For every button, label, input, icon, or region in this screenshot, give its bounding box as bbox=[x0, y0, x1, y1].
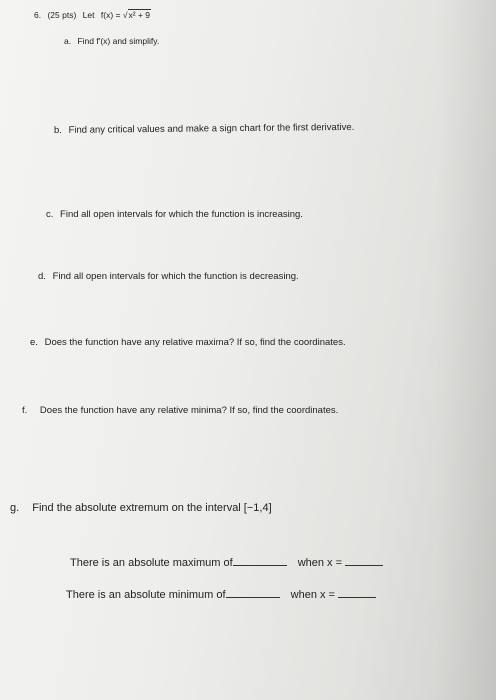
abs-max-line bbox=[70, 555, 383, 569]
part-a-label: a. bbox=[64, 36, 72, 46]
abs-max-value-blank[interactable] bbox=[233, 555, 287, 566]
abs-max-text: There is an absolute maximum of bbox=[70, 557, 233, 569]
part-c-label: c. bbox=[46, 209, 54, 220]
part-g-label: g. bbox=[10, 502, 20, 514]
sqrt-symbol: √ bbox=[122, 10, 128, 20]
part-b-label: b. bbox=[53, 124, 62, 136]
part-g bbox=[10, 502, 272, 514]
part-b-text: Find any critical values and make a sign chart for the first derivative. bbox=[68, 121, 355, 136]
part-e bbox=[30, 337, 346, 348]
abs-max-x-blank[interactable] bbox=[345, 555, 383, 566]
part-f-label: f. bbox=[22, 405, 28, 416]
part-e-text: Does the function have any relative maxima? If so, find the coordinates. bbox=[44, 337, 346, 348]
problem-points: (25 pts) bbox=[47, 10, 77, 20]
part-f-text: Does the function have any relative minima? If so, find the coordinates. bbox=[39, 405, 339, 416]
part-a-text: Find f′(x) and simplify. bbox=[77, 36, 160, 46]
page-shadow bbox=[436, 0, 496, 700]
part-g-text: Find the absolute extremum on the interval [−1,4] bbox=[32, 502, 272, 514]
part-a bbox=[64, 36, 159, 46]
part-d bbox=[38, 271, 299, 282]
part-e-label: e. bbox=[30, 337, 38, 348]
abs-min-line bbox=[66, 587, 376, 601]
part-c bbox=[46, 209, 303, 220]
part-d-label: d. bbox=[38, 271, 46, 282]
radicand: x² + 9 bbox=[128, 10, 151, 20]
abs-min-x-blank[interactable] bbox=[338, 587, 376, 598]
problem-number: 6. bbox=[34, 10, 42, 20]
problem-header bbox=[34, 10, 151, 20]
let-text: Let bbox=[82, 10, 95, 20]
part-c-text: Find all open intervals for which the function is increasing. bbox=[60, 209, 303, 220]
part-d-text: Find all open intervals for which the function is decreasing. bbox=[52, 271, 299, 282]
abs-min-text: There is an absolute minimum of bbox=[66, 589, 226, 601]
part-b bbox=[54, 122, 354, 136]
function-definition: f(x) = bbox=[100, 10, 123, 20]
abs-min-when-text: when x = bbox=[290, 589, 335, 601]
abs-max-when-text: when x = bbox=[297, 557, 343, 569]
abs-min-value-blank[interactable] bbox=[226, 587, 280, 598]
part-f bbox=[22, 405, 338, 416]
